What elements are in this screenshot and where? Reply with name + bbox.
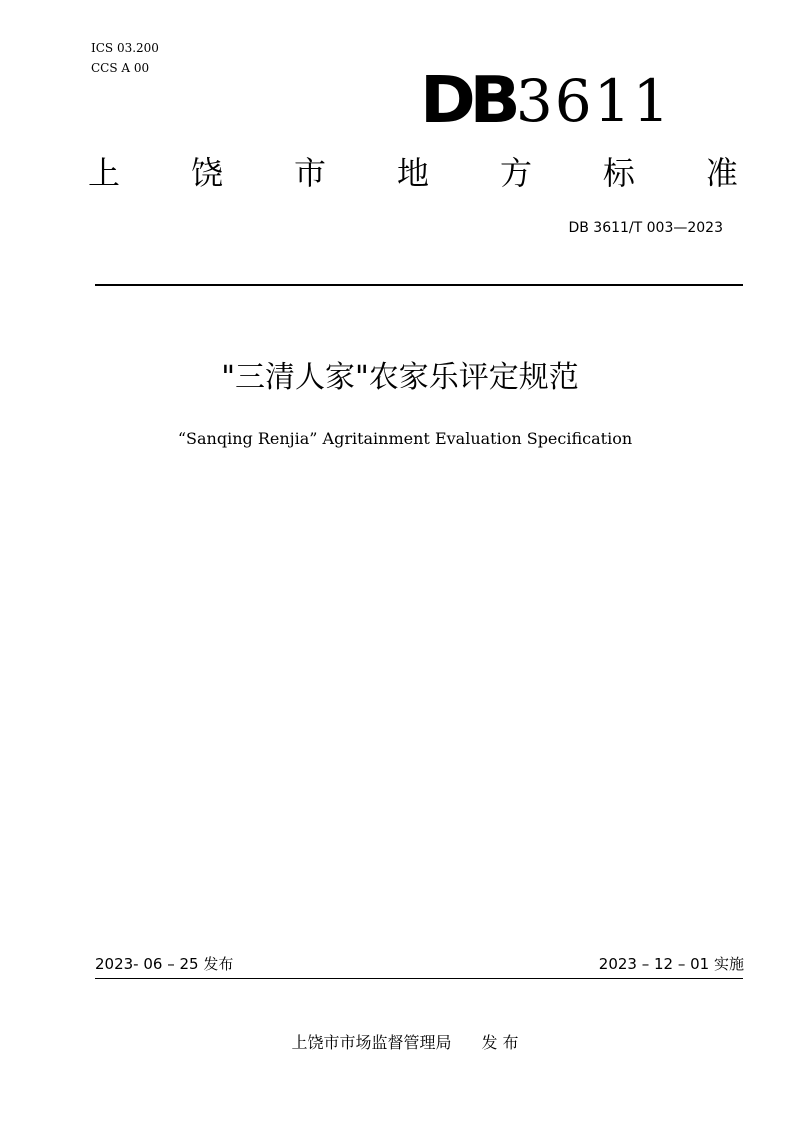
document-title-english: “Sanqing Renjia” Agritainment Evaluation Specification bbox=[177, 429, 633, 448]
db-logo bbox=[420, 66, 672, 136]
issuer-action: 发 布 bbox=[481, 1033, 519, 1052]
standard-kind-char: 饶 bbox=[190, 154, 223, 192]
implementation-date: 2023 – 12 – 01 实施 bbox=[598, 955, 744, 973]
standard-kind-char: 标 bbox=[602, 154, 635, 192]
document-title-chinese: "三清人家"农家乐评定规范 bbox=[221, 360, 579, 395]
standard-kind-char: 地 bbox=[396, 154, 429, 192]
ccs-code: CCS A 00 bbox=[91, 61, 150, 75]
issuer-line bbox=[0, 1032, 800, 1054]
standard-number: DB 3611/T 003—2023 bbox=[568, 220, 723, 236]
standard-kind-char: 上 bbox=[88, 154, 121, 192]
db-logo-code: 3611 bbox=[515, 67, 672, 135]
top-divider bbox=[95, 284, 743, 286]
bottom-divider bbox=[95, 978, 743, 979]
standard-kind-char: 准 bbox=[705, 154, 738, 192]
standard-kind-char: 市 bbox=[293, 154, 326, 192]
standard-kind-char: 方 bbox=[499, 154, 532, 192]
standard-kind-heading bbox=[88, 150, 738, 196]
ics-code: ICS 03.200 bbox=[91, 41, 159, 55]
issue-date: 2023- 06 – 25 发布 bbox=[95, 955, 234, 973]
issuer-name: 上饶市市场监督管理局 bbox=[291, 1033, 452, 1052]
db-logo-letters: DB bbox=[420, 64, 515, 138]
